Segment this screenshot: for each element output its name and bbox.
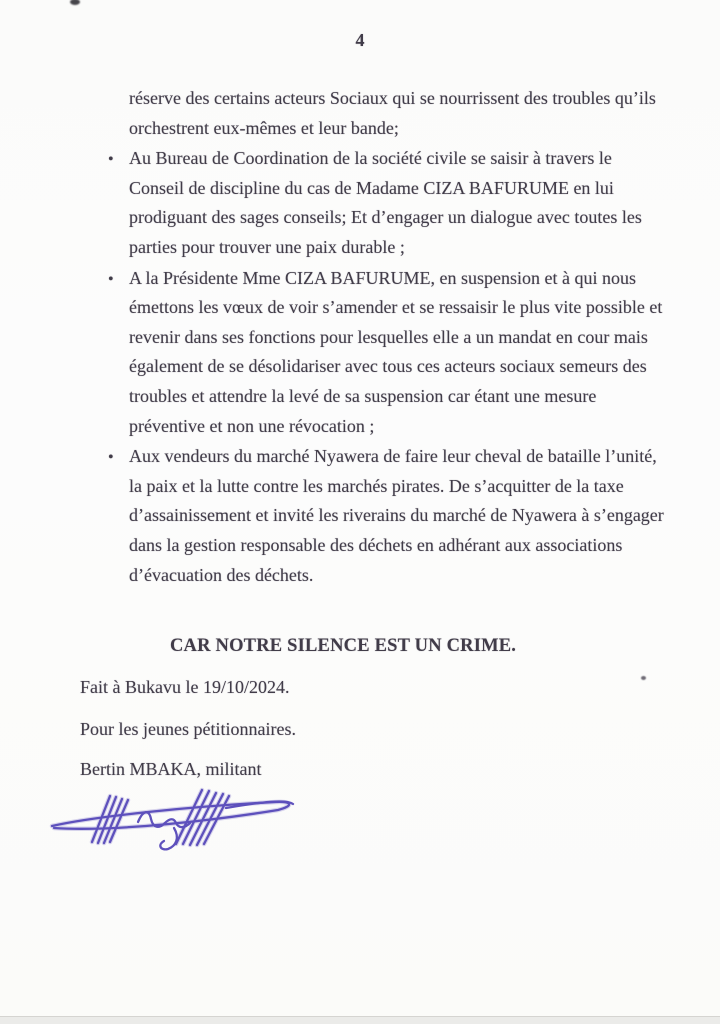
text-line: réserve des certains acteurs Sociaux qui se nourrissent des troubles qu’ils xyxy=(129,88,656,108)
signature-scribble xyxy=(46,783,301,855)
bullet-item xyxy=(108,264,678,442)
text-line: d’évacuation des déchets. xyxy=(129,564,314,585)
page-number: 4 xyxy=(355,30,365,50)
scan-artifact-top xyxy=(70,0,80,5)
place-date-line: Fait à Bukavu le 19/10/2024. xyxy=(80,677,290,697)
text-line: la paix et la lutte contre les marchés pirates. De s’acquitter de la taxe xyxy=(129,475,624,496)
text-line: également de se désolidariser avec tous ces acteurs sociaux semeurs des xyxy=(129,356,647,377)
scan-artifact-dot xyxy=(641,676,646,680)
bullet-marker: • xyxy=(108,270,114,288)
text-line: d’assainissement et invité les riverains du marché de Nyawera à s’engager xyxy=(129,505,664,526)
bullet-item xyxy=(108,144,678,262)
bullet-marker: • xyxy=(108,449,114,467)
text-line: préventive et non une révocation ; xyxy=(129,415,375,436)
text-line: Aux vendeurs du marché Nyawera de faire leur cheval de bataille l’unité, xyxy=(129,446,657,467)
text-line: revenir dans ses fonctions pour lesquelles elle a un mandat en cour mais xyxy=(129,326,648,347)
text-line: Au Bureau de Coordination de la société civile se saisir à travers le xyxy=(129,148,612,169)
bullet-marker: • xyxy=(108,151,114,169)
on-behalf-line: Pour les jeunes pétitionnaires. xyxy=(80,719,296,739)
paragraph-continuation xyxy=(129,84,678,143)
bullet-item xyxy=(108,442,678,590)
text-line: parties pour trouver une paix durable ; xyxy=(129,236,405,257)
text-line: prodiguant des sages conseils; Et d’engager un dialogue avec toutes les xyxy=(129,207,642,228)
slogan-heading: CAR NOTRE SILENCE EST UN CRIME. xyxy=(170,636,517,656)
document-body xyxy=(108,84,678,591)
text-line: A la Présidente Mme CIZA BAFURUME, en suspension et à qui nous xyxy=(129,267,636,288)
text-line: orchestrent eux-mêmes et leur bande; xyxy=(129,117,399,138)
text-line: troubles et attendre la levé de sa suspension car étant une mesure xyxy=(129,385,597,406)
text-line: Conseil de discipline du cas de Madame CIZA BAFURUME en lui xyxy=(129,177,614,198)
page-bottom-edge xyxy=(0,1016,720,1024)
text-line: dans la gestion responsable des déchets en adhérant aux associations xyxy=(129,534,623,555)
text-line: émettons les vœux de voir s’amender et se ressaisir le plus vite possible et xyxy=(129,297,663,318)
signatory-line: Bertin MBAKA, militant xyxy=(80,759,262,779)
